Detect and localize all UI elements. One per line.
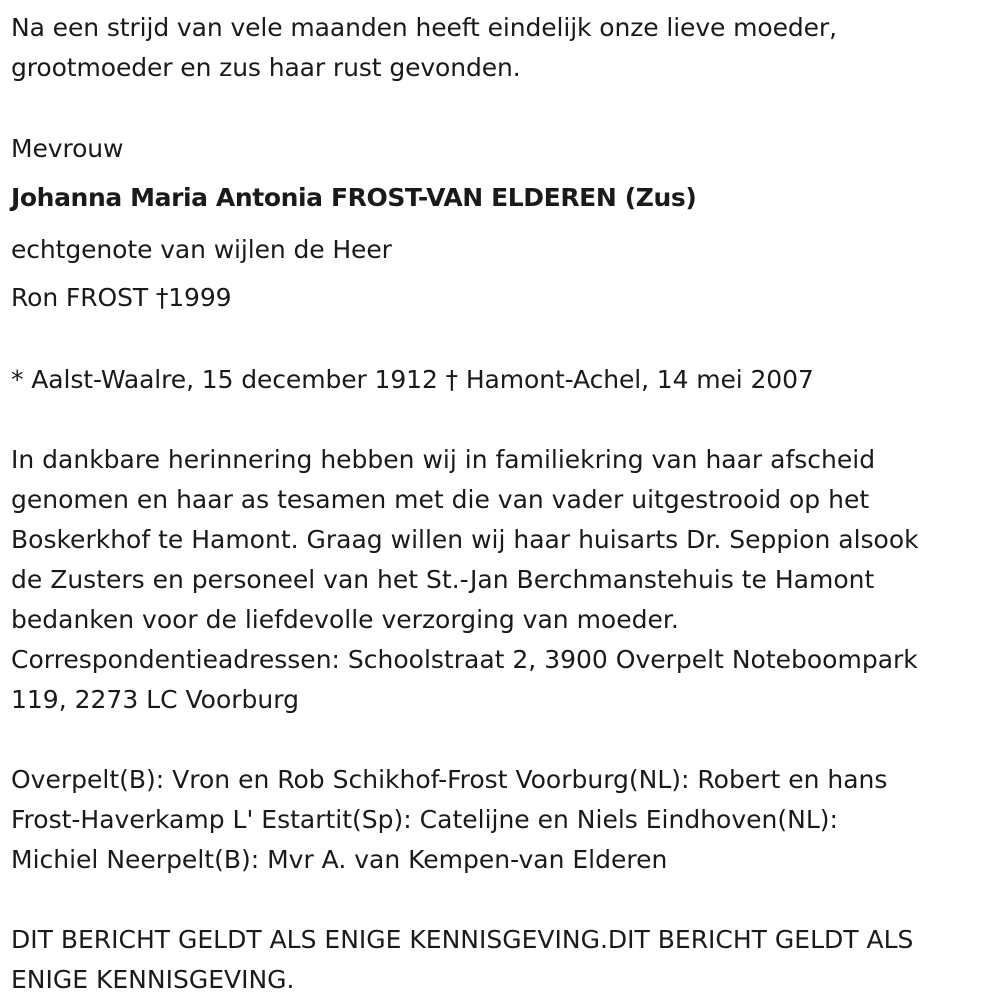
honorific-title: Mevrouw (11, 134, 124, 163)
intro-paragraph (11, 8, 991, 88)
obituary-notice (11, 8, 991, 1000)
deceased-name: Johanna Maria Antonia FROST-VAN ELDEREN (Zus) (11, 183, 697, 212)
message-line: genomen en haar as tesamen met die van vader uitgestrooid op het (11, 485, 870, 514)
message-line: Boskerkhof te Hamont. Graag willen wij haar huisarts Dr. Seppion alsook (11, 525, 919, 554)
notice-line: ENIGE KENNISGEVING. (11, 965, 295, 994)
message-line: bedanken voor de liefdevolle verzorging van moeder. (11, 605, 679, 634)
notice-paragraph (11, 920, 991, 1000)
message-line: 119, 2273 LC Voorburg (11, 685, 299, 714)
message-line: de Zusters en personeel van het St.-Jan Berchmanstehuis te Hamont (11, 565, 875, 594)
family-line: Overpelt(B): Vron en Rob Schikhof-Frost Voorburg(NL): Robert en hans (11, 765, 888, 794)
birth-death-dates: * Aalst-Waalre, 15 december 1912 † Hamont-Achel, 14 mei 2007 (11, 365, 814, 394)
intro-line: Na een strijd van vele maanden heeft eindelijk onze lieve moeder, (11, 13, 837, 42)
family-line: Frost-Haverkamp L' Estartit(Sp): Catelijne en Niels Eindhoven(NL): (11, 805, 838, 834)
message-paragraph (11, 440, 991, 720)
spouse-name-line: Ron FROST †1999 (11, 283, 232, 312)
family-line: Michiel Neerpelt(B): Mvr A. van Kempen-van Elderen (11, 845, 668, 874)
spouse-line: echtgenote van wijlen de Heer (11, 235, 392, 264)
deceased-block (11, 128, 991, 322)
notice-line: DIT BERICHT GELDT ALS ENIGE KENNISGEVING.DIT BERICHT GELDT ALS (11, 925, 914, 954)
intro-line: grootmoeder en zus haar rust gevonden. (11, 53, 521, 82)
message-line: Correspondentieadressen: Schoolstraat 2, 3900 Overpelt Noteboompark (11, 645, 918, 674)
family-paragraph (11, 760, 991, 880)
message-line: In dankbare herinnering hebben wij in familiekring van haar afscheid (11, 445, 876, 474)
